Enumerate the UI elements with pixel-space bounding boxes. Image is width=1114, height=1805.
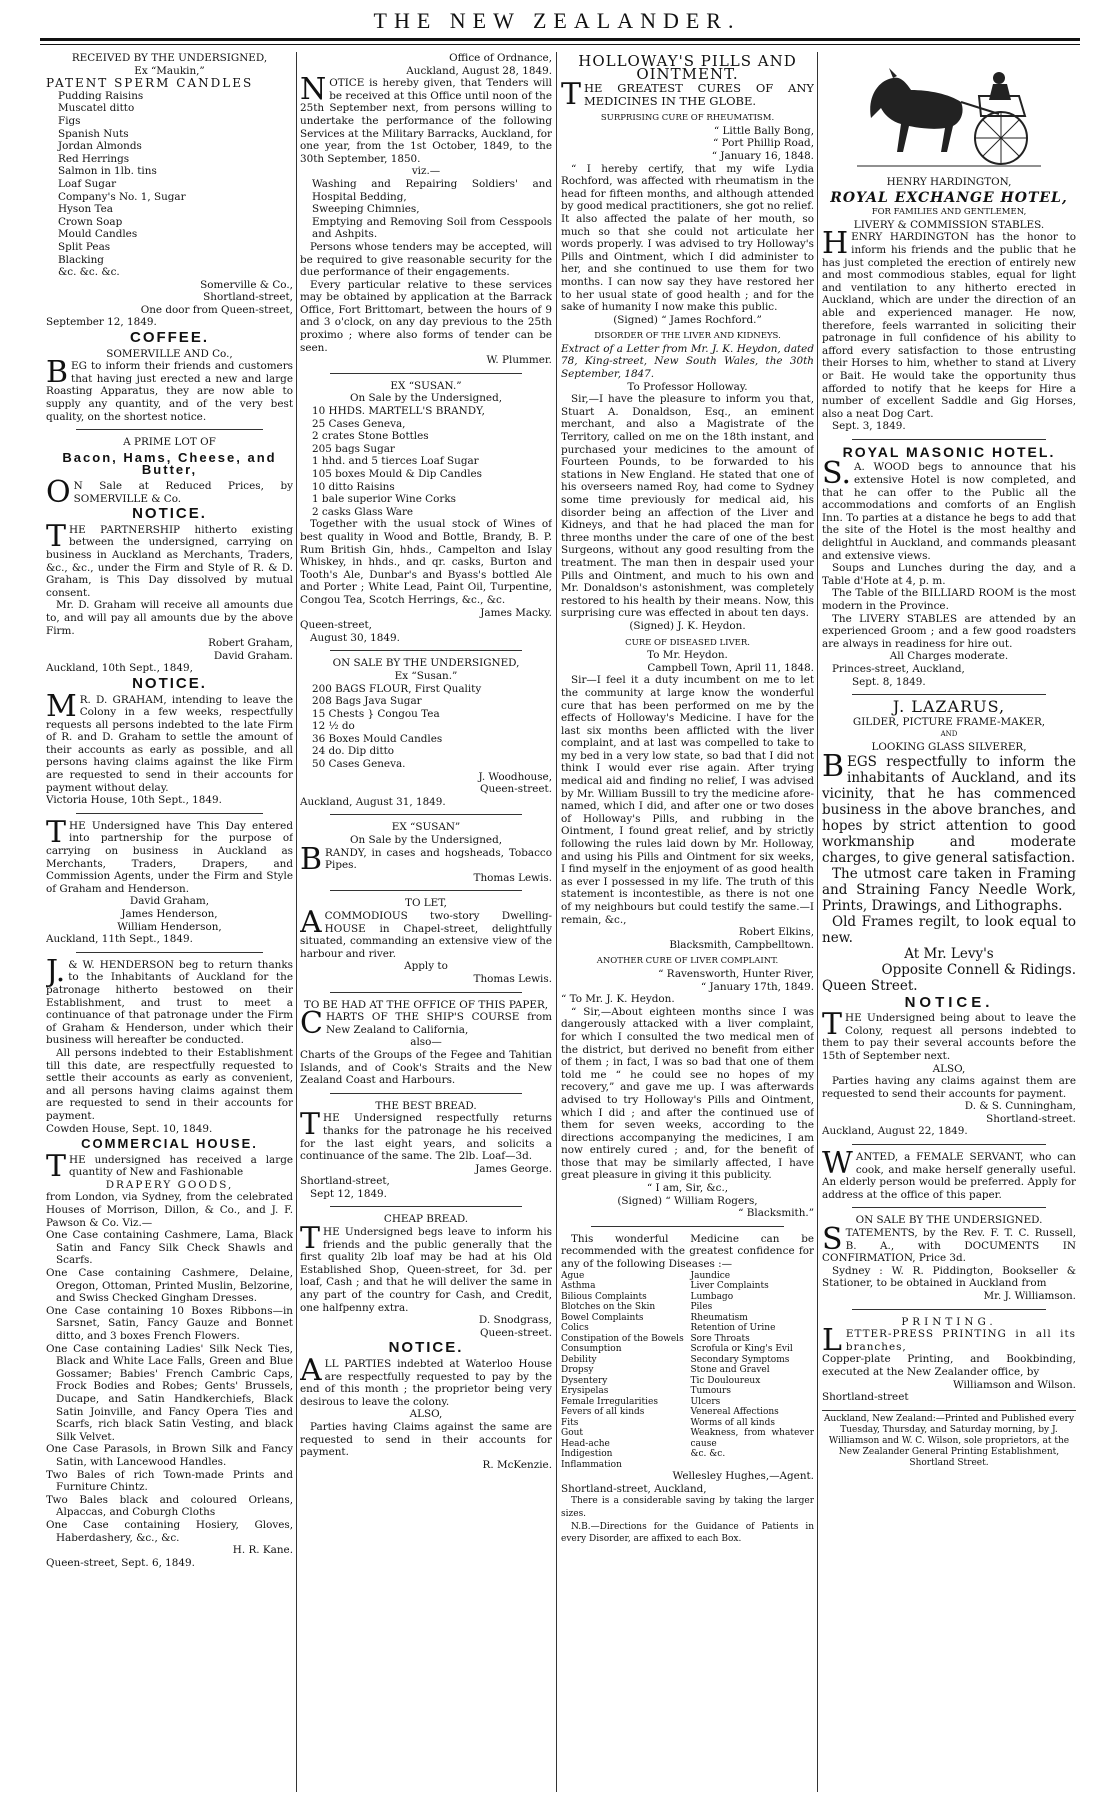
list-item: Emptying and Removing Soil from Cesspools and Ashpits. (312, 215, 552, 241)
ad-body: THE Undersigned have This Day entered into partnership for the purpose of carrying on business in Auckland as Merchants, Traders, Drapers, and Commission Agents, under the Firm and Style of Graham and Henderson. (46, 814, 293, 895)
ad-body: STATEMENTS, by the Rev. F. T. C. Russell, B. A., with DOCUMENTS IN CONFIRMATION, Price 3d. (822, 1222, 1076, 1265)
section-title: SURPRISING CURE OF RHEUMATISM. (600, 113, 775, 124)
list-item: Asthma (561, 1281, 596, 1292)
dateline: Auckland, 10th Sept., 1849, (46, 662, 193, 675)
ad-body: THE Undersigned being about to leave the Colony, request all persons indebted to them to pay their several accounts before the 15th of September next. (822, 1007, 1076, 1062)
address: “ Little Bally Bong, (713, 124, 814, 137)
ad-body: BEGS respectfully to inform the inhabitants of Auckland, and its vicinity, that he has commenced business in the above branches, and hopes by strict attention to good workmanship and moderate charges, to give general satisfaction. (822, 748, 1076, 866)
list-item: Company's No. 1, Sugar (58, 190, 186, 203)
ad-body: This wonderful Medicine can be recommended with the greatest confidence for any of the following Diseases :— (561, 1232, 814, 1271)
section-title: CURE OF DISEASED LIVER. (625, 637, 750, 648)
ad-heading: ON SALE BY THE UNDERSIGNED. (855, 1214, 1043, 1227)
list-item: 36 Boxes Mould Candles (312, 732, 443, 745)
list-item: Colics (561, 1323, 589, 1334)
ad-body: from London, via Sydney, from the celebrated Houses of Morrison, Dillon, & Co., and J. F. Pawson & Co. Viz.— (46, 1191, 293, 1229)
ad-heading: HENRY HARDINGTON, (886, 176, 1012, 188)
dateline: Sept. 3, 1849. (832, 420, 906, 433)
ad-body: “ I hereby certify, that my wife Lydia Rochford, was affected with rheumatism in the head for fifteen months, and although attended by good medical practitioners, she got no relief. It also affected the palate of her mouth, so much so that she could not articulate her words properly. I was advised to try Holloway's Pills and Ointment, which I did administer to her, and she continued to use them for two months. I can now say they have restored her to her usual state of good health ; and for the sake of humanity I now make this public. (561, 162, 814, 314)
list-item: Worms of all kinds (690, 1417, 775, 1428)
list-item: Inflammation (561, 1459, 622, 1470)
ad-subheading: FOR FAMILIES AND GENTLEMEN, (871, 207, 1027, 218)
ad-body: To Mr. Heydon. (647, 649, 728, 662)
ad-body: Old Frames regilt, to look equal to new. (822, 913, 1076, 946)
dateline: Queen-street, Sept. 6, 1849. (46, 1556, 195, 1569)
list-item: Debility (561, 1354, 597, 1365)
address: Queen-street, (300, 619, 372, 632)
address: Shortland-street, (203, 291, 293, 304)
diseases-right (691, 1271, 815, 1471)
list-item: 200 BAGS FLOUR, First Quality (312, 682, 482, 695)
column-rule (817, 52, 818, 1792)
ad-heading: NOTICE. (132, 674, 207, 692)
ad-body: MR. D. GRAHAM, intending to leave the Colony in a few weeks, respectfully requests all persons indebted to the late Firm of R. and D. Graham to settle the amount of their accounts as early as possible, and all persons having claims against the like Firm are requested to send in their accounts for payment without delay. (46, 688, 293, 794)
address: Shortland-street (822, 1391, 909, 1404)
ad-body: Sir,—I have the pleasure to inform you that, Stuart A. Donaldson, Esq., an eminent merchant, and also a Magistrate of the Territory, called on me on the 18th instant, and purchased your medicines to the amount of Fourteen Pounds, to be forwarded to his stations in New England. He stated that one of his overseers named Roy, had come to Sydney some time previously for medical aid, his disorder being an affection of the Liver and Kidneys, and that he had placed the man for three months under the care of one of the best Surgeons, without any good resulting from the treatment. The man then in despair used your Pills and Ointment, and much to his own and Mr. Donaldson's astonishment, was completely restored to his health by their means. Now, this surprising cure was effected in about ten days. (561, 393, 814, 620)
dateline: Campbell Town, April 11, 1848. (647, 661, 814, 674)
ad-heading: NOTICE. (388, 1339, 464, 1357)
ad-subheading: SOMERVILLE AND Co., (106, 347, 233, 360)
column-4 (822, 52, 1076, 1797)
ad-body: HENRY HARDINGTON has the honor to inform his friends and the public that he has just completed the erection of entirely new and most commodious stables, equal for light and ventilation to any hitherto erected in Auckland, which are under the direction of an able and experienced manager. He now, therefore, feels warranted in soliciting their patronage in full confidence of his ability to afford every satisfaction to those entrusting their Horses to him, whether to stand at Livery or Bait. He would take the opportunity thus afforded to notify that he keeps for Hire a number of excellent Saddle and Gig Horses, also a neat Dog Cart. (822, 226, 1076, 420)
list-item: Constipation of the Bowels (561, 1333, 684, 1344)
ad-body: NOTICE is hereby given, that Tenders will be received at this Office until noon of the 25th September next, from persons willing to undertake the performance of the following Services at the Military Barracks, Auckland, for one year, from the 1st October, 1849, to the 30th September, 1850. (300, 72, 552, 165)
ad-body: All Charges moderate. (889, 650, 1009, 663)
list-item: Muscatel ditto (58, 102, 135, 115)
ad-heading: ON SALE BY THE UNDERSIGNED, (332, 657, 520, 670)
dateline: Auckland, August 31, 1849. (300, 795, 446, 808)
ad-heading: ROYAL MASONIC HOTEL. (842, 443, 1056, 460)
column-3 (561, 52, 814, 1797)
list-item: Secondary Symptoms (690, 1354, 790, 1365)
ad-body: Together with the usual stock of Wines of best quality in Wood and Bottle, Brandy, B. P. Rum British Gin, hhds., Campelton and Islay Whiskey, in hhds., and qr. casks, Burton and Tooth's Ale, Dunbar's and Byass's bottled Ale and Porter ; White Lead, Paint Oil, Turpentine, Congou Tea, Scotch Herrings, &c., &c. (300, 518, 552, 606)
ad-subheading: LIVERY & COMMISSION STABLES. (853, 218, 1045, 231)
ad-heading: THE BEST BREAD. (375, 1099, 477, 1112)
list-item: Ague (561, 1270, 585, 1281)
ad-body: Every particular relative to these services may be obtained by application at the Barrack Office, Fort Brittomart, between the hours of 9 and 3 o'clock, on any day previous to the 25th proximo ; where also forms of tender can be seen. (300, 278, 552, 354)
ad-subheading: THE GREATEST CURES OF ANY MEDICINES IN THE GLOBE. (561, 77, 814, 113)
list-item: Head-ache (561, 1438, 610, 1449)
ad-body: S.A. WOOD begs to announce that his extensive Hotel is now completed, and that he can offer to the Public all the accommodations and comforts of an English Inn. To parties at a distance he begs to add that the site of the Hotel is the most healthy and delightful in Auckland, and commands pleasant and extensive views. (822, 456, 1076, 562)
list-item: Crown Soap (58, 215, 123, 228)
list-item: Venereal Affections (690, 1407, 779, 1418)
address: Blacksmith, Campbelltown. (669, 938, 814, 951)
list-item: One Case Parasols, in Brown Silk and Fancy Satin, with Lancewood Handles. (46, 1443, 293, 1468)
list-item: One Case containing Cashmere, Delaine, Oregon, Ottoman, Printed Muslin, Belzorine, and Swiss Checked Gingham Dresses. (46, 1267, 293, 1305)
list-item: Blotches on the Skin (561, 1302, 656, 1313)
list-item: Ulcers (690, 1396, 721, 1407)
ad-subheading: Ex “Susan.” (394, 669, 458, 682)
list-item: 12 ½ do (312, 720, 355, 733)
list-item: 1 hhd. and 5 tierces Loaf Sugar (312, 455, 479, 468)
ad-body: To Professor Holloway. (627, 380, 748, 393)
ad-heading: ROYAL EXCHANGE HOTEL, (830, 189, 1068, 206)
list-item: 10 HHDS. MARTELL'S BRANDY, (312, 405, 485, 418)
ad-body: There is a considerable saving by taking the larger sizes. (561, 1496, 814, 1519)
dateline: Auckland, August 28, 1849. (406, 64, 552, 77)
signature: Robert Graham, (208, 637, 293, 650)
signature: D. & S. Cunningham, (964, 1100, 1076, 1113)
masthead-rule-thin (40, 44, 1080, 45)
list-item: Two Bales of rich Town-made Prints and Furniture Chintz. (46, 1468, 293, 1494)
list-item: 2 crates Stone Bottles (312, 430, 429, 443)
list-item: One Case containing Hosiery, Gloves, Haberdashery, &c., &c. (46, 1518, 293, 1544)
ad-body: Parties having any claims against them are requested to send their accounts for payment. (822, 1075, 1076, 1100)
list-item: Blacking (58, 253, 104, 266)
signature: R. McKenzie. (482, 1458, 552, 1471)
dateline: “ January 17th, 1849. (700, 980, 814, 993)
ad-body: Mr. D. Graham will receive all amounts due to, and will pay all amounts due by the above Firm. (46, 599, 293, 637)
list-item: 15 Chests } Congou Tea (312, 707, 440, 720)
list-item: Bilious Complaints (561, 1291, 647, 1302)
ad-heading: COMMERCIAL HOUSE. (81, 1136, 258, 1152)
ad-body: All persons indebted to their Establishment till this date, are respectfully requested to settle their accounts as early as convenient, and all persons having claims against them are requested to send in their accounts for payment. (46, 1046, 293, 1122)
ad-body: Parties having Claims against the same are requested to send in their accounts for payment. (300, 1420, 552, 1459)
signature: Thomas Lewis. (473, 972, 552, 985)
dateline: Sept 12, 1849. (310, 1187, 387, 1200)
ad-body: Copper-plate Printing, and Bookbinding, executed at the New Zealander office, by (822, 1353, 1076, 1378)
list-item: Bowel Complaints (561, 1312, 644, 1323)
column-rule (556, 52, 557, 1792)
address: Queen-street. (480, 783, 552, 796)
list-item: Salmon in 1lb. tins (58, 165, 157, 178)
ad-body: WANTED, a FEMALE SERVANT, who can cook, and make herself generally useful. An elderly person would be preferred. Apply for address at the office of this paper. (822, 1146, 1076, 1201)
imprint-footer: Auckland, New Zealand:—Printed and Published every Tuesday, Thursday, and Saturday morning, by J. Williamson and W. C. Wilson, sole proprietors, at the New Zealander General Printing Establishment, Shortland Street. (822, 1410, 1076, 1469)
address: “ Port Phillip Road, (712, 137, 814, 150)
ad-subheading: DRAPERY GOODS, (105, 1178, 234, 1191)
list-item: Erysipelas (561, 1386, 609, 1397)
dateline: Sept. 8, 1849. (852, 675, 926, 688)
ad-body: ACOMMODIOUS two-story Dwelling-HOUSE in Chapel-street, delightfully situated, commanding an extensive view of the harbour and river. (300, 905, 552, 960)
ad-body: THE PARTNERSHIP hitherto existing between the undersigned, carrying on business in Auckland as Merchants, Traders, &c., &c., under the Firm and Style of R. & D. Graham, is This Day dissolved by mutual consent. (46, 518, 293, 599)
ad-subheading: On Sale by the Undersigned, (349, 392, 503, 405)
signature: J. Woodhouse, (478, 770, 552, 783)
list-item: Consumption (561, 1344, 622, 1355)
signature: David Graham, (129, 895, 210, 908)
dateline: Auckland, 11th Sept., 1849. (46, 933, 193, 946)
list-item: Hyson Tea (58, 203, 113, 216)
list-item: Jaundice (690, 1270, 731, 1281)
ad-subheading: ALSO, (932, 1062, 966, 1075)
list-item: Rheumatism (690, 1312, 748, 1323)
list-item: Pudding Raisins (58, 89, 144, 102)
ad-subheading: LOOKING GLASS SILVERER, (871, 740, 1027, 753)
cases-list (46, 1229, 293, 1544)
ad-body: BEG to inform their friends and customers that having just erected a new and large Roasting Apparatus, they are now able to supply any quantity, and of the very best quality, on the shortest notice. (46, 355, 293, 423)
ad-body: Extract of a Letter from Mr. J. K. Heydon, dated 78, King-street, New South Wales, the 30th September, 1847. (561, 342, 814, 381)
list-item: One Case containing 10 Boxes Ribbons—in Sarsnet, Satin, Fancy Gauze and Bonnet ditto, and 3 boxes French Flowers. (46, 1304, 293, 1342)
ad-heading: CHEAP BREAD. (383, 1213, 469, 1226)
list-item: Red Herrings (58, 152, 130, 165)
list-item: Split Peas (58, 240, 111, 253)
signature: Somerville & Co., (200, 278, 293, 291)
ad-body: J.& W. HENDERSON beg to return thanks to the Inhabitants of Auckland for the patronage hitherto bestowed on their Establishment, and trust to meet a continuance of that patronage under the Firm of Graham & Henderson, under which their business will hereafter be conducted. (46, 953, 293, 1047)
list-item: Retention of Urine (690, 1323, 776, 1334)
dateline: Auckland, August 22, 1849. (822, 1125, 968, 1138)
address: “ Ravensworth, Hunter River, (658, 967, 814, 980)
list-item: PATENT SPERM CANDLES (46, 76, 254, 91)
dateline: Victoria House, 10th Sept., 1849. (46, 794, 222, 807)
services-list (300, 178, 552, 241)
diseases-left (561, 1271, 685, 1471)
list-item: One Case containing Cashmere, Lama, Black Satin and Fancy Silk Check Shawls and Scarfs. (46, 1229, 293, 1267)
masthead-rule (40, 38, 1080, 41)
list-item: 50 Cases Geneva. (312, 758, 406, 771)
signature: (Signed) “ William Rogers, (617, 1194, 758, 1207)
list-item: Washing and Repairing Soldiers' and Hospital Bedding, (312, 177, 552, 203)
signature: James Henderson, (121, 908, 218, 920)
list-item: &c. &c. &c. (58, 266, 120, 279)
signature: James George. (475, 1162, 552, 1175)
list-item: One Case containing Ladies' Silk Neck Ties, Black and White Lace Falls, Green and Blue Gossamer; Babies' French Cambric Caps, Frock Bodies and Robes; Gents' Brussels, Ducape, and Satin Handkerchiefs, Black Satin Joinville, and Fancy Opera Ties and Scarfs, rich black Satin Vesting, and black Silk Velvet. (46, 1342, 293, 1443)
ad-heading: NOTICE. (904, 993, 994, 1011)
list-item: Jordan Almonds (58, 140, 142, 153)
dateline: September 12, 1849. (46, 316, 157, 329)
ad-subheading: also— (410, 1036, 442, 1049)
signature: William Henderson, (117, 920, 222, 933)
ad-heading: HOLLOWAY'S PILLS AND OINTMENT. (578, 52, 797, 83)
goods-list (46, 77, 293, 279)
ad-body: CHARTS OF THE SHIP'S COURSE from New Zealand to California, (300, 1006, 552, 1042)
ad-subheading: Ex “Maukin,” (134, 64, 205, 77)
ad-body: LETTER-PRESS PRINTING in all its branches, (822, 1323, 1076, 1359)
list-item: 24 do. Dip ditto (312, 745, 395, 758)
ad-heading: PRINTING. (901, 1315, 997, 1328)
ad-body: Sydney : W. R. Piddington, Bookseller & Stationer, to be obtained in Auckland from (822, 1264, 1076, 1290)
ad-body: Sir—I feel it a duty incumbent on me to let the community at large know the wonderful cure that has been performed on me by the effects of Holloway's Medicine. I have for the last six months been afflicted with the liver complaint, and at last was compelled to take to my bed in a very low state, so bad that I did not think I would ever rise again. After trying medical aid and finding no relief, I was advised by Mr. William Bussill to try the medicine afore-named, which I did, and after one or two doses of Holloway's Pills, and rubbing in the Ointment, I found great relief, and by strictly following the rules laid down by Mr. Holloway, and using his Pills and Ointment for six weeks, I find myself in the enjoyment of as good health as ever I possessed in my life. The truth of this statement is incontestible, as there is not one of my neighbours but could testify the same.—I remain, &c., (561, 674, 814, 926)
list-item: Mould Candles (58, 228, 138, 241)
list-item: Fits (561, 1417, 579, 1428)
list-item: Lumbago (690, 1291, 734, 1302)
signature: James Macky. (480, 606, 552, 619)
ad-body: The utmost care taken in Framing and Straining Fancy Needle Work, Prints, Drawings, and Lithographs. (822, 865, 1076, 914)
ad-body: ON Sale at Reduced Prices, by SOMERVILLE & Co. (46, 475, 293, 510)
list-item: Spanish Nuts (58, 127, 129, 140)
dateline: Cowden House, Sept. 10, 1849. (46, 1122, 213, 1135)
list-item: 2 casks Glass Ware (312, 505, 414, 518)
ad-body: The LIVERY STABLES are attended by an experienced Groom ; and a few good roadsters are always in readiness for hire out. (822, 612, 1076, 650)
ad-heading: TO BE HAD AT THE OFFICE OF THIS PAPER, (303, 998, 549, 1011)
ad-body: BRANDY, in cases and hogsheads, Tobacco Pipes. (300, 841, 552, 877)
list-item: Gout (561, 1428, 584, 1439)
ad-body: Apply to (404, 960, 448, 973)
signature: David Graham. (213, 649, 293, 662)
signature: Williamson and Wilson. (953, 1378, 1076, 1391)
signature: “ Blacksmith.” (738, 1207, 814, 1220)
section-title: ANOTHER CURE OF LIVER COMPLAINT. (596, 956, 779, 967)
address: Princes-street, Auckland, (832, 662, 965, 675)
address: Queen-street. (480, 1326, 552, 1339)
list-item: Fevers of all kinds (561, 1407, 645, 1418)
signature: Thomas Lewis. (473, 871, 552, 884)
address: Office of Ordnance, (449, 52, 552, 64)
ad-body: THE Undersigned respectfully returns thanks for the patronage he his received for the last eight years, and solicits a continuance of the same. The 2lb. Loaf—3d. (300, 1107, 552, 1163)
list-item: Tic Douloureux (690, 1375, 761, 1386)
ad-subheading: ALSO, (409, 1408, 443, 1421)
list-item: Liver Complaints (690, 1281, 769, 1292)
ad-subheading: GILDER, PICTURE FRAME-MAKER, (852, 715, 1046, 728)
column-1 (46, 52, 293, 1797)
ad-heading: TO LET, (405, 897, 447, 910)
list-item: Loaf Sugar (58, 177, 117, 190)
ad-body: Soups and Lunches during the day, and a Table d'Hote at 4, p. m. (822, 562, 1076, 587)
ad-heading: NOTICE. (132, 505, 207, 523)
address: Shortland-street, (300, 1175, 390, 1188)
list-item: 208 Bags Java Sugar (312, 695, 422, 708)
ad-body: ALL PARTIES indebted at Waterloo House are respectfully requested to pay by the end of this month ; the proprietor being very desirous to leave the colony. (300, 1353, 552, 1408)
ad-heading: RECEIVED BY THE UNDERSIGNED, (71, 52, 268, 64)
list-item: Indigestion (561, 1449, 613, 1460)
list-item: &c. &c. (690, 1449, 726, 1460)
ad-body: THE Undersigned begs leave to inform his friends and the public generally that the first quality 2lb loaf may be had at his Old Established Shop, Queen-street, for 3d. per loaf, Cash ; and that he will deliver the same in any part of the country for Cash, and Credit, one halfpenny extra. (300, 1221, 552, 1314)
address: Queen Street. (822, 977, 918, 994)
ad-subheading: A PRIME LOT OF (123, 436, 216, 449)
ad-body: “ To Mr. J. K. Heydon. (561, 993, 675, 1006)
diseases-table (561, 1271, 814, 1471)
list-item: Weakness, from whatever cause (690, 1428, 814, 1449)
ad-body: “ Sir,—About eighteen months since I was dangerously attacked with a liver complaint, for which I consulted the two medical men of the district, but derived no benefit from either of them ; in fact, I was so bad that one of them told me “ he could see no hopes of my recovery,” and gave me up. I was afterwards advised to try Holloway's Pills and Ointment, which I did ; and after the continued use of them for seven weeks, according to the directions accompanying the medicines, I am now entirely cured ; and, for the benefit of those that may be similarly affected, I have great pleasure in giving it this publicity. (561, 1005, 814, 1182)
list-item: Sweeping Chimnies, (312, 203, 420, 216)
signature: Robert Elkins, (738, 926, 814, 939)
list-item: Dysentery (561, 1375, 608, 1386)
address: Opposite Connell & Ridings. (881, 961, 1076, 978)
ad-subheading: viz.— (411, 165, 441, 178)
signature: (Signed) J. K. Heydon. (629, 619, 746, 632)
signature: Mr. J. Williamson. (983, 1290, 1076, 1302)
masthead: THE NEW ZEALANDER. (373, 8, 741, 33)
dateline: August 30, 1849. (310, 631, 400, 644)
dateline: “ January 16, 1848. (711, 149, 814, 162)
address: One door from Queen-street, (140, 303, 293, 316)
list-item: Sore Throats (690, 1333, 750, 1344)
list-item: Scrofula or King's Evil (690, 1344, 793, 1355)
ad-body: N.B.—Directions for the Guidance of Patients in every Disorder, are affixed to each Box. (561, 1521, 814, 1545)
goods-list (300, 405, 552, 518)
signature: Wellesley Hughes,—Agent. (672, 1470, 814, 1483)
ad-body: “ I am, Sir, &c., (646, 1182, 729, 1195)
ad-subheading: On Sale by the Undersigned, (349, 834, 503, 847)
address: Shortland-street, Auckland, (561, 1482, 707, 1495)
column-2 (300, 52, 552, 1797)
signature: (Signed) “ James Rochford.” (613, 313, 762, 326)
list-item: Dropsy (561, 1365, 594, 1376)
ad-body: Charts of the Groups of the Fegee and Tahitian Islands, and of Cook's Straits and the New Zealand Coast and Harbours. (300, 1048, 552, 1087)
section-title: DISORDER OF THE LIVER AND KIDNEYS. (594, 331, 781, 342)
signature: H. R. Kane. (232, 1544, 293, 1557)
signature: W. Plummer. (486, 354, 552, 367)
list-item: Female Irregularities (561, 1396, 658, 1407)
list-item: 25 Cases Geneva, (312, 417, 406, 430)
list-item: 1 bale superior Wine Corks (312, 493, 456, 506)
goods-list (300, 683, 552, 771)
ad-heading: COFFEE. (129, 329, 209, 347)
signature: D. Snodgrass, (478, 1314, 552, 1327)
list-item: Figs (58, 114, 81, 127)
list-item: 105 boxes Mould & Dip Candles (312, 468, 483, 480)
address: Shortland-street. (986, 1112, 1076, 1125)
list-item: 10 ditto Raisins (312, 480, 395, 493)
ad-heading: Bacon, Hams, Cheese, and Butter, (62, 449, 277, 478)
column-rule (296, 52, 297, 1792)
horse-gig-illustration (849, 56, 1049, 174)
ad-subheading: AND (940, 730, 958, 739)
list-item: Tumours (690, 1386, 731, 1397)
ad-heading: EX “SUSAN.” (390, 379, 462, 392)
address: At Mr. Levy's (904, 945, 994, 962)
list-item: Stone and Gravel (690, 1365, 770, 1376)
list-item: Two Bales black and coloured Orleans, Alpaccas, and Coburgh Cloths (46, 1493, 293, 1519)
list-item: 205 bags Sugar (312, 442, 395, 455)
ad-body: THE undersigned has received a large quantity of New and Fashionable (46, 1148, 293, 1184)
ad-heading: J. LAZARUS, (892, 697, 1006, 717)
ad-heading: EX “SUSAN” (391, 821, 461, 834)
ad-body: The Table of the BILLIARD ROOM is the most modern in the Province. (822, 587, 1076, 612)
list-item: Piles (690, 1302, 713, 1313)
ad-body: Persons whose tenders may be accepted, will be required to give reasonable security for the due performance of their engagements. (300, 240, 552, 279)
